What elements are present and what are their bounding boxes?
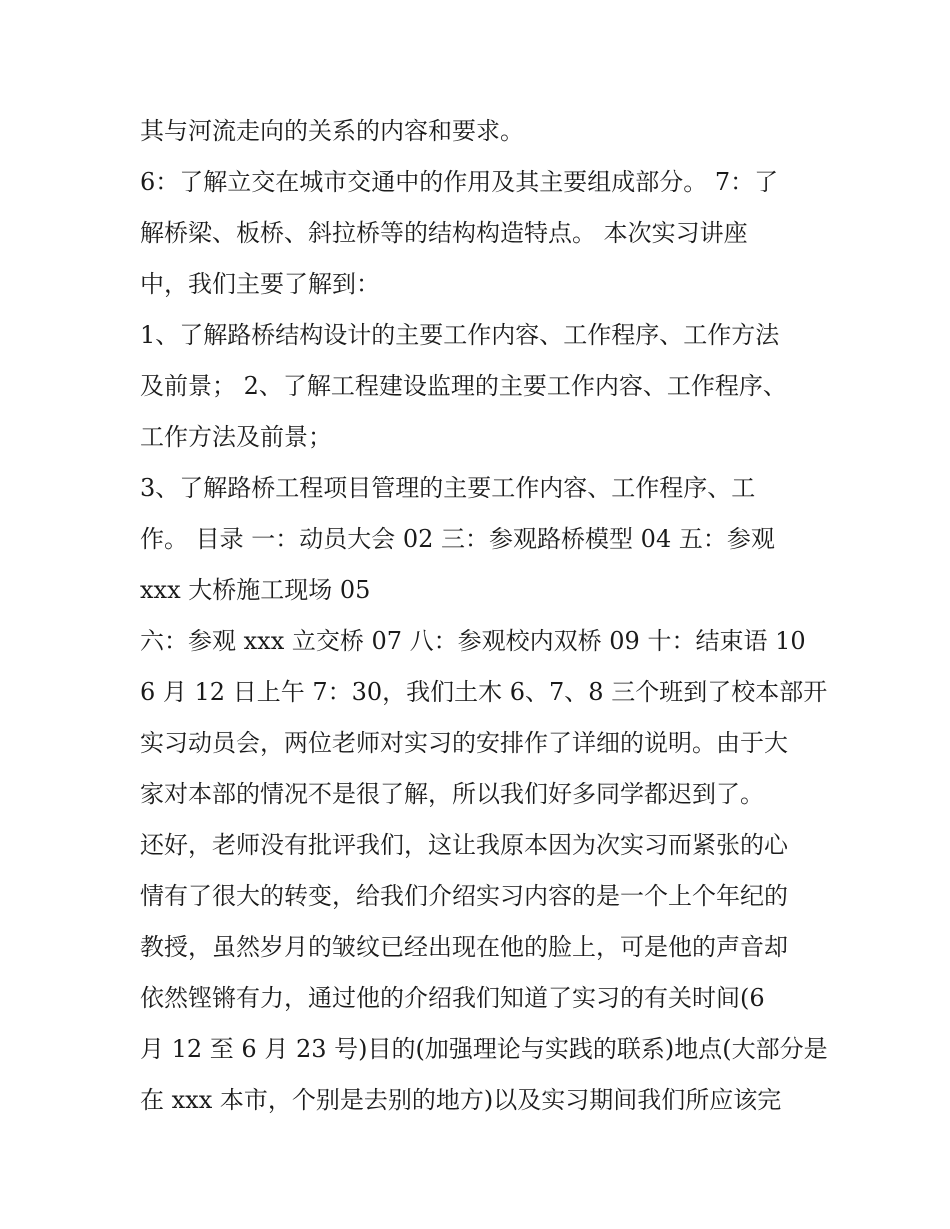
text-line: 教授，虽然岁月的皱纹已经出现在他的脸上，可是他的声音却: [140, 933, 788, 961]
text-line: 在 xxx 本市，个别是去别的地方)以及实习期间我们所应该完: [140, 1086, 782, 1114]
text-line: 3、了解路桥工程项目管理的主要工作内容、工作程序、工: [140, 474, 756, 502]
text-line: 1、了解路桥结构设计的主要工作内容、工作程序、工作方法: [140, 321, 780, 349]
text-line: 解桥梁、板桥、斜拉桥等的结构构造特点。 本次实习讲座: [140, 219, 748, 247]
text-line: 工作方法及前景；: [140, 423, 332, 451]
text-line: 还好，老师没有批评我们，这让我原本因为次实习而紧张的心: [140, 831, 788, 859]
text-line: xxx 大桥施工现场 05: [140, 576, 371, 604]
text-line: 其与河流走向的关系的内容和要求。: [140, 117, 524, 145]
text-line: 依然铿锵有力，通过他的介绍我们知道了实习的有关时间(6: [140, 984, 765, 1012]
text-line: 及前景； 2、了解工程建设监理的主要工作内容、工作程序、: [140, 372, 787, 400]
text-line: 6 月 12 日上午 7：30，我们土木 6、7、8 三个班到了校本部开: [140, 678, 828, 706]
text-line: 实习动员会，两位老师对实习的安排作了详细的说明。由于大: [140, 729, 788, 757]
text-line: 家对本部的情况不是很了解，所以我们好多同学都迟到了。: [140, 780, 764, 808]
text-line: 情有了很大的转变，给我们介绍实习内容的是一个上个年纪的: [140, 882, 788, 910]
text-line: 六：参观 xxx 立交桥 07 八：参观校内双桥 09 十：结束语 10: [140, 627, 806, 655]
text-line: 6：了解立交在城市交通中的作用及其主要组成部分。 7：了: [140, 168, 779, 196]
text-line: 月 12 至 6 月 23 号)目的(加强理论与实践的联系)地点(大部分是: [140, 1035, 828, 1063]
document-body: [140, 106, 840, 1126]
text-line: 中，我们主要了解到：: [140, 270, 380, 298]
text-line: 作。 目录 一：动员大会 02 三：参观路桥模型 04 五：参观: [140, 525, 775, 553]
